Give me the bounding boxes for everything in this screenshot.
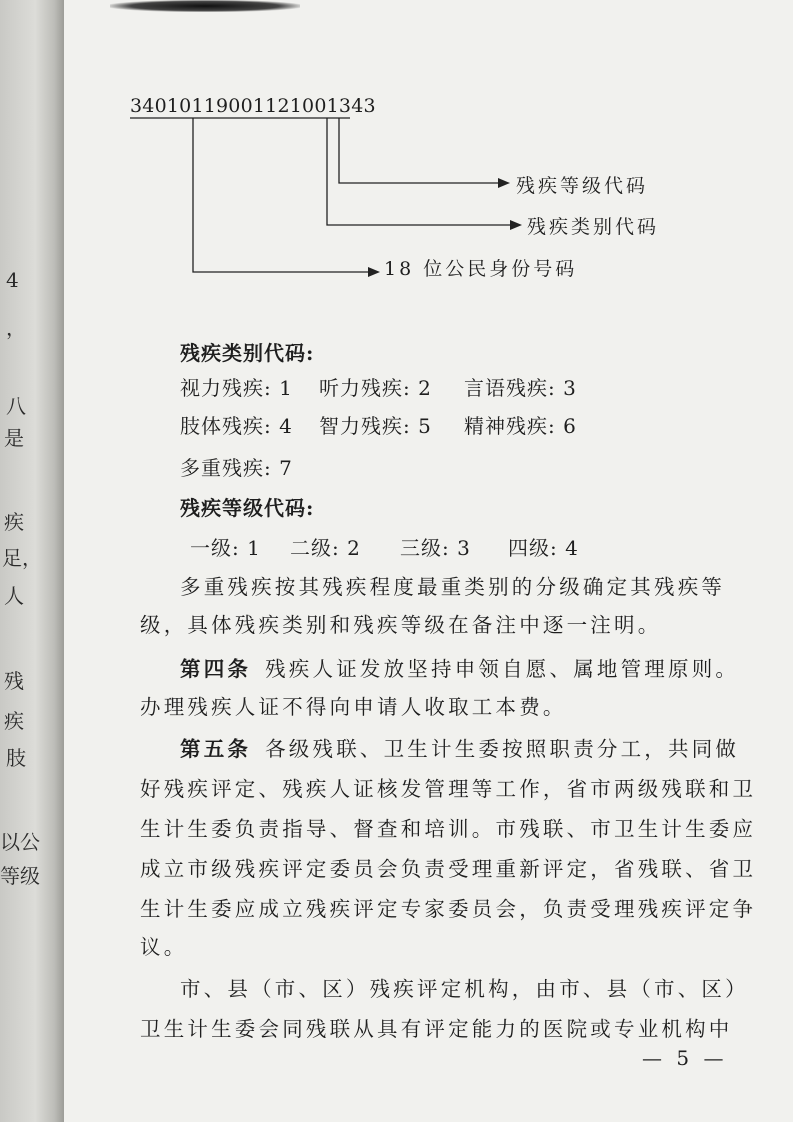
spine-text: 以公 <box>0 830 40 854</box>
category-code-item: 视力残疾: 1 <box>180 376 293 400</box>
spine-text: 等级 <box>0 864 40 888</box>
paragraph-line: 卫生计生委会同残联从具有评定能力的医院或专业机构中 <box>140 1017 733 1041</box>
article-4-title: 第四条 <box>180 657 252 681</box>
spine-text: 人 <box>4 584 24 608</box>
level-code-label: 残疾等级代码 <box>516 175 649 197</box>
category-code-item: 多重残疾: 7 <box>180 456 293 480</box>
paragraph-line: 多重残疾按其残疾程度最重类别的分级确定其残疾等 <box>180 575 726 599</box>
spine-text: 肢 <box>6 746 26 770</box>
spine-text: 八 <box>6 394 26 418</box>
spine-text: ， <box>6 316 26 340</box>
arrowhead-icon <box>368 267 380 277</box>
id-number-connector <box>193 118 370 272</box>
spine-text: 足， <box>2 546 42 570</box>
article-5-title: 第五条 <box>180 737 252 761</box>
paragraph-line: 办理残疾人证不得向申请人收取工本费。 <box>140 695 567 719</box>
code-number: 34010119001121001343 <box>130 95 376 117</box>
category-code-item: 听力残疾: 2 <box>319 376 432 400</box>
level-code-item: 二级: 2 <box>290 536 361 560</box>
id-number-label: 18 位公民身份号码 <box>384 258 578 280</box>
paragraph-line: 成立市级残疾评定委员会负责受理重新评定，省残联、省卫 <box>140 857 757 881</box>
paragraph-line: 生计生委应成立残疾评定专家委员会，负责受理残疾评定争 <box>140 897 757 921</box>
level-code-item: 一级: 1 <box>190 536 261 560</box>
spine-text: 残 <box>4 669 24 693</box>
category-code-item: 精神残疾: 6 <box>464 414 577 438</box>
arrowhead-icon <box>510 220 522 230</box>
arrowhead-icon <box>498 178 510 188</box>
article-4-line <box>180 652 739 682</box>
spine-text: 疾 <box>4 709 24 733</box>
paragraph-line: 议。 <box>140 935 188 959</box>
paragraph-line: 市、县（市、区）残疾评定机构，由市、县（市、区） <box>180 977 749 1001</box>
paragraph-line: 生计生委负责指导、督查和培训。市残联、市卫生计生委应 <box>140 817 757 841</box>
article-5-line <box>180 732 739 762</box>
category-code-item: 肢体残疾: 4 <box>180 414 293 438</box>
page-number: — 5 — <box>642 1046 728 1070</box>
category-code-item: 智力残疾: 5 <box>319 414 432 438</box>
article-4-text: 残疾人证发放坚持申领自愿、属地管理原则。 <box>265 657 740 681</box>
category-code-item: 言语残疾: 3 <box>464 376 577 400</box>
category-code-label: 残疾类别代码 <box>527 216 660 238</box>
spine-text: 是 <box>4 426 24 450</box>
paragraph-line: 好残疾评定、残疾人证核发管理等工作，省市两级残联和卫 <box>140 777 757 801</box>
spine-text: 疾 <box>4 510 24 534</box>
spine-text: 4 <box>6 268 19 292</box>
level-connector <box>339 118 500 183</box>
category-code-heading: 残疾类别代码: <box>180 341 315 365</box>
level-code-heading: 残疾等级代码: <box>180 496 315 520</box>
article-5-text: 各级残联、卫生计生委按照职责分工，共同做 <box>265 737 740 761</box>
level-code-item: 三级: 3 <box>400 536 471 560</box>
category-connector <box>327 118 512 225</box>
level-code-item: 四级: 4 <box>508 536 579 560</box>
paragraph-line: 级，具体残疾类别和残疾等级在备注中逐一注明。 <box>140 613 662 637</box>
